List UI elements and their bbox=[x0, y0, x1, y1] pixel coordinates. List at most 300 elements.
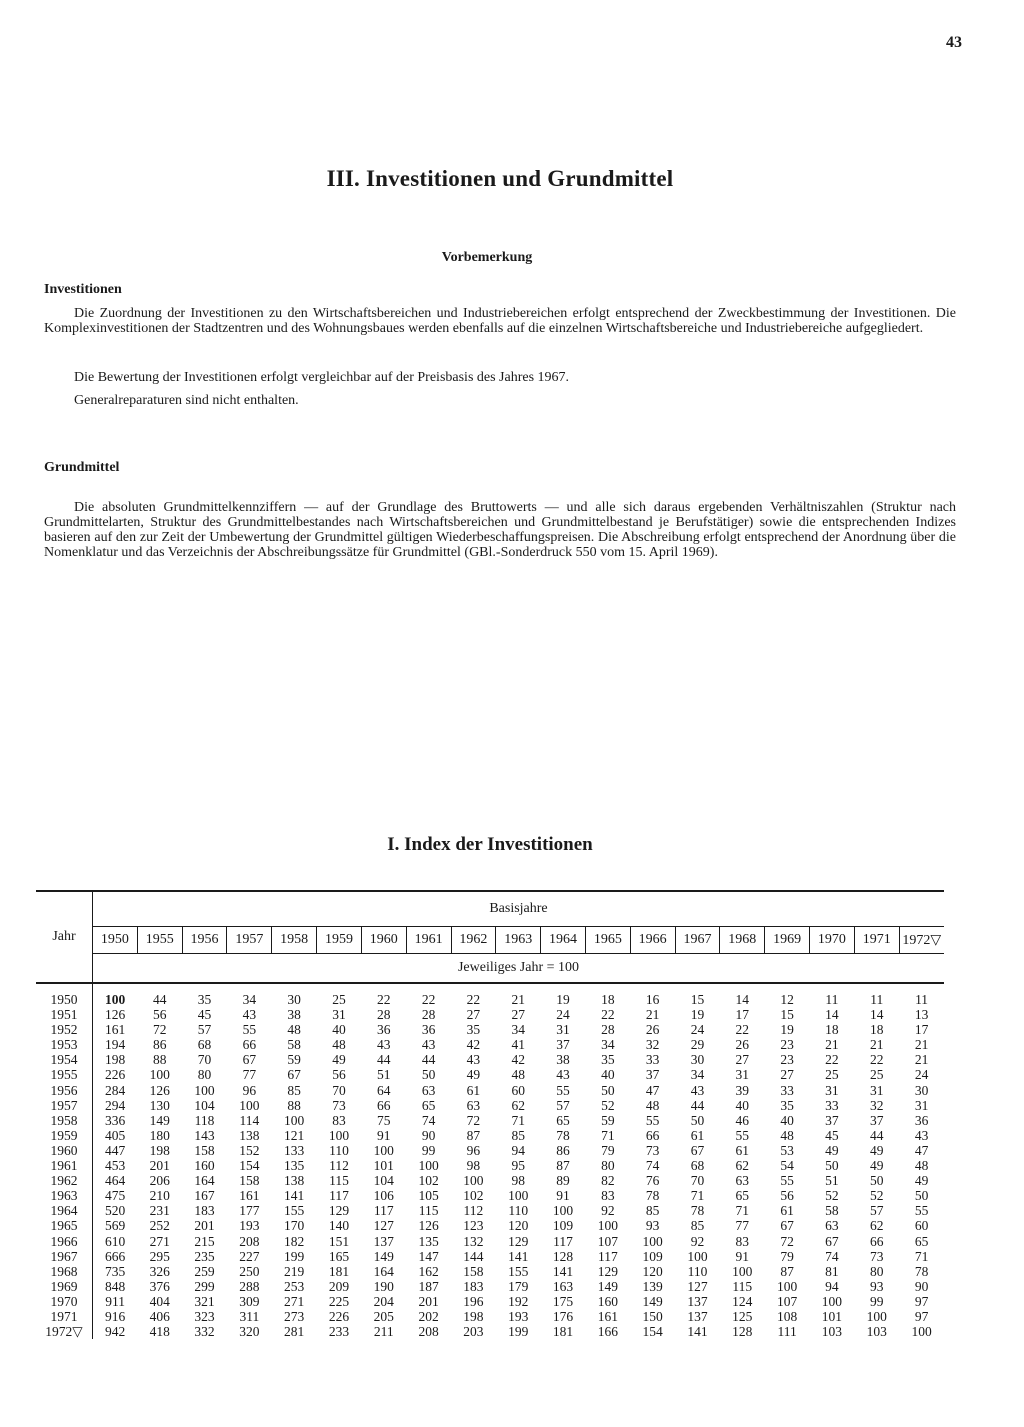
index-value-cell: 139 bbox=[642, 1278, 663, 1294]
index-value-cell: 164 bbox=[373, 1263, 394, 1279]
index-value-cell: 91 bbox=[556, 1188, 570, 1204]
index-value-cell: 271 bbox=[284, 1293, 305, 1309]
index-value-cell: 38 bbox=[556, 1052, 570, 1068]
index-value-cell: 43 bbox=[421, 1037, 436, 1053]
index-value-cell: 40 bbox=[601, 1067, 615, 1083]
index-value-cell: 610 bbox=[105, 1233, 126, 1249]
index-value-cell: 155 bbox=[508, 1263, 529, 1279]
index-value-cell: 129 bbox=[508, 1233, 529, 1249]
index-value-cell: 137 bbox=[687, 1293, 708, 1309]
index-value-cell: 104 bbox=[194, 1097, 215, 1113]
index-value-cell: 201 bbox=[418, 1293, 439, 1309]
index-value-cell: 161 bbox=[239, 1188, 260, 1204]
index-value-cell: 25 bbox=[869, 1067, 884, 1083]
index-value-cell: 101 bbox=[821, 1308, 843, 1324]
index-value-cell: 154 bbox=[239, 1158, 260, 1174]
row-year-cell: 1971 bbox=[36, 1309, 93, 1324]
base-year-column-header: 1960 bbox=[361, 927, 406, 954]
chapter-title: III. Investitionen und Grundmittel bbox=[326, 166, 674, 191]
index-value-cell: 127 bbox=[687, 1278, 708, 1294]
index-value-cell: 118 bbox=[194, 1112, 215, 1128]
index-value-cell: 58 bbox=[825, 1203, 839, 1219]
index-value-cell: 35 bbox=[780, 1097, 794, 1113]
index-value-cell: 85 bbox=[645, 1203, 660, 1219]
index-value-cell: 192 bbox=[508, 1293, 529, 1309]
index-value-cell: 96 bbox=[242, 1082, 257, 1098]
index-value-cell: 44 bbox=[869, 1127, 884, 1143]
index-value-cell: 735 bbox=[105, 1263, 126, 1279]
index-value-cell: 17 bbox=[735, 1007, 750, 1023]
base-year-column-header: 1959 bbox=[317, 927, 362, 954]
index-value-cell: 128 bbox=[732, 1324, 753, 1340]
spacer-cell bbox=[93, 983, 945, 992]
index-value-cell: 135 bbox=[284, 1158, 305, 1174]
row-year-cell: 1966 bbox=[36, 1234, 93, 1249]
index-value-cell: 56 bbox=[780, 1188, 794, 1204]
index-value-cell: 37 bbox=[556, 1037, 570, 1053]
index-value-cell: 190 bbox=[373, 1278, 394, 1294]
index-value-cell: 41 bbox=[511, 1037, 525, 1053]
index-value-cell: 78 bbox=[914, 1263, 929, 1279]
index-value-cell: 140 bbox=[328, 1218, 350, 1234]
index-value-cell: 103 bbox=[821, 1324, 843, 1340]
index-value-cell: 55 bbox=[556, 1082, 570, 1098]
index-value-cell: 152 bbox=[239, 1142, 260, 1158]
index-value-cell: 44 bbox=[421, 1052, 436, 1068]
index-value-cell: 73 bbox=[332, 1097, 346, 1113]
index-value-cell: 100 bbox=[239, 1097, 260, 1113]
index-value-cell: 42 bbox=[511, 1052, 525, 1068]
index-value-cell: 37 bbox=[825, 1112, 839, 1128]
index-value-cell: 34 bbox=[601, 1037, 615, 1053]
index-value-cell: 111 bbox=[777, 1324, 797, 1340]
table-spacer-row bbox=[36, 983, 944, 992]
index-value-cell: 102 bbox=[463, 1188, 484, 1204]
index-value-cell: 67 bbox=[287, 1067, 301, 1083]
index-value-cell: 281 bbox=[284, 1324, 305, 1340]
base-year-column-header: 1971 bbox=[854, 927, 899, 954]
row-year-cell: 1952 bbox=[36, 1022, 93, 1037]
index-value-cell: 46 bbox=[735, 1112, 750, 1128]
index-value-cell: 19 bbox=[556, 992, 570, 1007]
index-value-cell: 11 bbox=[825, 992, 839, 1007]
index-value-cell: 40 bbox=[780, 1112, 794, 1128]
index-table-body bbox=[36, 983, 944, 1339]
index-value-cell: 83 bbox=[735, 1233, 750, 1249]
index-value-cell: 72 bbox=[152, 1022, 167, 1038]
index-value-cell: 198 bbox=[105, 1052, 126, 1068]
index-value-cell: 25 bbox=[332, 992, 346, 1007]
index-value-cell: 128 bbox=[552, 1248, 574, 1264]
index-value-cell: 155 bbox=[284, 1203, 305, 1219]
table-title: I. Index der Investitionen bbox=[387, 834, 593, 855]
index-value-cell: 120 bbox=[508, 1218, 529, 1234]
index-value-cell: 12 bbox=[780, 992, 794, 1007]
index-value-cell: 164 bbox=[194, 1173, 215, 1189]
index-value-cell: 63 bbox=[825, 1218, 839, 1234]
index-value-cell: 110 bbox=[687, 1263, 708, 1279]
index-value-cell: 57 bbox=[197, 1022, 212, 1038]
index-value-cell: 48 bbox=[332, 1037, 346, 1053]
table-row bbox=[36, 1203, 944, 1218]
index-value-cell: 165 bbox=[328, 1248, 350, 1264]
index-value-cell: 71 bbox=[601, 1127, 615, 1143]
row-year-cell: 1955 bbox=[36, 1067, 93, 1082]
index-value-cell: 105 bbox=[418, 1188, 439, 1204]
index-value-cell: 170 bbox=[284, 1218, 305, 1234]
index-value-cell: 100 bbox=[552, 1203, 574, 1219]
index-value-cell: 26 bbox=[645, 1022, 660, 1038]
index-value-cell: 115 bbox=[732, 1278, 753, 1294]
index-value-cell: 14 bbox=[825, 1007, 839, 1023]
base-year-column-header: 1966 bbox=[630, 927, 675, 954]
index-value-cell: 227 bbox=[239, 1248, 260, 1264]
index-value-cell: 42 bbox=[466, 1037, 481, 1053]
section-heading-grundmittel: Grundmittel bbox=[44, 460, 120, 475]
index-value-cell: 100 bbox=[911, 1324, 932, 1340]
index-value-cell: 49 bbox=[825, 1142, 839, 1158]
index-value-cell: 52 bbox=[825, 1188, 839, 1204]
base-year-column-header: 1955 bbox=[137, 927, 182, 954]
index-value-cell: 59 bbox=[601, 1112, 615, 1128]
base-year-column-header: 1961 bbox=[406, 927, 451, 954]
index-value-cell: 28 bbox=[421, 1007, 436, 1023]
index-value-cell: 49 bbox=[332, 1052, 346, 1068]
index-value-cell: 66 bbox=[645, 1127, 660, 1143]
index-value-cell: 77 bbox=[735, 1218, 750, 1234]
table-row bbox=[36, 1143, 944, 1158]
index-value-cell: 150 bbox=[642, 1308, 663, 1324]
index-value-cell: 196 bbox=[463, 1293, 484, 1309]
index-value-cell: 149 bbox=[597, 1278, 618, 1294]
index-value-cell: 28 bbox=[601, 1022, 615, 1038]
index-value-cell: 138 bbox=[284, 1173, 305, 1189]
index-value-cell: 57 bbox=[556, 1097, 570, 1113]
base-year-column-header: 1956 bbox=[182, 927, 227, 954]
index-value-cell: 89 bbox=[556, 1173, 570, 1189]
index-value-cell: 31 bbox=[735, 1067, 750, 1083]
base-year-column-header: 1950 bbox=[93, 927, 138, 954]
index-value-cell: 94 bbox=[511, 1142, 525, 1158]
index-value-cell: 22 bbox=[421, 992, 436, 1007]
index-value-cell: 205 bbox=[373, 1308, 394, 1324]
index-value-cell: 101 bbox=[373, 1158, 394, 1174]
row-year-cell: 1969 bbox=[36, 1279, 93, 1294]
index-value-cell: 235 bbox=[194, 1248, 215, 1264]
index-value-cell: 81 bbox=[825, 1263, 839, 1279]
index-value-cell: 74 bbox=[421, 1112, 436, 1128]
index-value-cell: 36 bbox=[421, 1022, 436, 1038]
index-value-cell: 27 bbox=[780, 1067, 794, 1083]
index-value-cell: 71 bbox=[690, 1188, 705, 1204]
index-value-cell: 56 bbox=[332, 1067, 346, 1083]
index-value-cell: 231 bbox=[149, 1203, 170, 1219]
index-value-cell: 309 bbox=[239, 1293, 260, 1309]
index-value-cell: 97 bbox=[914, 1308, 929, 1324]
index-value-cell: 24 bbox=[690, 1022, 705, 1038]
index-value-cell: 53 bbox=[780, 1142, 794, 1158]
index-value-cell: 284 bbox=[105, 1082, 126, 1098]
index-value-cell: 61 bbox=[780, 1203, 794, 1219]
index-value-cell: 86 bbox=[152, 1037, 167, 1053]
row-year-cell: 1959 bbox=[36, 1128, 93, 1143]
index-value-cell: 406 bbox=[149, 1308, 170, 1324]
index-value-cell: 97 bbox=[914, 1293, 929, 1309]
index-value-cell: 33 bbox=[645, 1052, 660, 1068]
index-value-cell: 204 bbox=[373, 1293, 394, 1309]
year-column-header: Jahr bbox=[36, 891, 93, 983]
index-value-cell: 66 bbox=[242, 1037, 257, 1053]
index-value-cell: 52 bbox=[869, 1188, 884, 1204]
index-value-cell: 21 bbox=[825, 1037, 839, 1053]
index-value-cell: 115 bbox=[329, 1173, 349, 1189]
index-value-cell: 21 bbox=[869, 1037, 884, 1053]
table-row bbox=[36, 1067, 944, 1082]
index-value-cell: 99 bbox=[421, 1142, 436, 1158]
index-value-cell: 252 bbox=[149, 1218, 170, 1234]
row-year-cell: 1964 bbox=[36, 1203, 93, 1218]
index-value-cell: 23 bbox=[780, 1037, 794, 1053]
base-year-column-header: 1967 bbox=[675, 927, 720, 954]
index-value-cell: 201 bbox=[194, 1218, 215, 1234]
index-value-cell: 38 bbox=[287, 1007, 301, 1023]
index-value-cell: 143 bbox=[194, 1127, 215, 1143]
index-value-cell: 129 bbox=[597, 1263, 618, 1279]
index-value-cell: 99 bbox=[869, 1293, 884, 1309]
index-value-cell: 181 bbox=[328, 1263, 350, 1279]
index-value-cell: 103 bbox=[866, 1324, 887, 1340]
index-value-cell: 137 bbox=[373, 1233, 394, 1249]
index-value-cell: 211 bbox=[373, 1324, 394, 1340]
index-value-cell: 115 bbox=[418, 1203, 439, 1219]
index-value-cell: 29 bbox=[690, 1037, 705, 1053]
index-value-cell: 91 bbox=[377, 1127, 391, 1143]
table-row bbox=[36, 1264, 944, 1279]
index-value-cell: 141 bbox=[552, 1263, 574, 1279]
index-value-cell: 47 bbox=[645, 1082, 660, 1098]
index-value-cell: 100 bbox=[418, 1158, 439, 1174]
index-value-cell: 332 bbox=[194, 1324, 215, 1340]
index-value-cell: 163 bbox=[552, 1278, 574, 1294]
index-value-cell: 17 bbox=[914, 1022, 929, 1038]
index-value-cell: 74 bbox=[825, 1248, 839, 1264]
index-value-cell: 110 bbox=[508, 1203, 529, 1219]
index-value-cell: 569 bbox=[105, 1218, 126, 1234]
index-value-cell: 45 bbox=[197, 1007, 212, 1023]
index-value-cell: 49 bbox=[914, 1173, 929, 1189]
index-value-cell: 91 bbox=[735, 1248, 750, 1264]
index-value-cell: 208 bbox=[239, 1233, 260, 1249]
index-value-cell: 100 bbox=[687, 1248, 708, 1264]
index-value-cell: 151 bbox=[328, 1233, 350, 1249]
base-year-column-header: 1968 bbox=[720, 927, 765, 954]
base-year-column-header: 1970 bbox=[810, 927, 855, 954]
index-value-cell: 18 bbox=[869, 1022, 884, 1038]
index-value-cell: 50 bbox=[690, 1112, 705, 1128]
index-value-cell: 32 bbox=[645, 1037, 660, 1053]
row-year-cell: 1957 bbox=[36, 1098, 93, 1113]
index-value-cell: 848 bbox=[105, 1278, 126, 1294]
index-value-cell: 43 bbox=[377, 1037, 391, 1053]
index-value-cell: 160 bbox=[597, 1293, 618, 1309]
index-value-cell: 666 bbox=[105, 1248, 126, 1264]
index-value-cell: 141 bbox=[508, 1248, 529, 1264]
index-value-cell: 43 bbox=[690, 1082, 705, 1098]
table-row bbox=[36, 1279, 944, 1294]
index-value-cell: 63 bbox=[421, 1082, 436, 1098]
table-row bbox=[36, 1083, 944, 1098]
index-value-cell: 15 bbox=[780, 1007, 794, 1023]
index-value-cell: 55 bbox=[242, 1022, 257, 1038]
index-value-cell: 166 bbox=[597, 1324, 618, 1340]
index-value-cell: 65 bbox=[914, 1233, 929, 1249]
index-value-cell: 161 bbox=[597, 1308, 618, 1324]
index-value-cell: 259 bbox=[194, 1263, 215, 1279]
index-value-cell: 23 bbox=[780, 1052, 794, 1068]
row-year-cell: 1953 bbox=[36, 1037, 93, 1052]
index-value-cell: 40 bbox=[735, 1097, 750, 1113]
row-year-cell: 1972▽ bbox=[36, 1324, 93, 1339]
index-value-cell: 226 bbox=[105, 1067, 126, 1083]
index-value-cell: 82 bbox=[601, 1173, 615, 1189]
index-value-cell: 193 bbox=[239, 1218, 260, 1234]
index-value-cell: 453 bbox=[105, 1158, 126, 1174]
index-value-cell: 90 bbox=[914, 1278, 929, 1294]
index-value-cell: 77 bbox=[242, 1067, 257, 1083]
index-value-cell: 50 bbox=[825, 1158, 839, 1174]
index-value-cell: 70 bbox=[690, 1173, 705, 1189]
index-value-cell: 167 bbox=[194, 1188, 215, 1204]
index-value-cell: 48 bbox=[780, 1127, 794, 1143]
index-value-cell: 210 bbox=[149, 1188, 170, 1204]
index-value-cell: 418 bbox=[149, 1324, 170, 1340]
index-value-cell: 62 bbox=[511, 1097, 525, 1113]
index-value-cell: 67 bbox=[780, 1218, 794, 1234]
index-value-cell: 100 bbox=[776, 1278, 798, 1294]
index-value-cell: 72 bbox=[780, 1233, 794, 1249]
index-value-cell: 520 bbox=[105, 1203, 126, 1219]
row-year-cell: 1954 bbox=[36, 1052, 93, 1067]
index-value-cell: 52 bbox=[601, 1097, 615, 1113]
index-value-cell: 18 bbox=[601, 992, 615, 1007]
index-value-cell: 90 bbox=[421, 1127, 436, 1143]
index-value-cell: 376 bbox=[149, 1278, 170, 1294]
base-year-column-header: 1965 bbox=[585, 927, 630, 954]
index-value-cell: 911 bbox=[105, 1293, 126, 1309]
index-value-cell: 147 bbox=[418, 1248, 439, 1264]
index-value-cell: 109 bbox=[642, 1248, 663, 1264]
index-value-cell: 102 bbox=[418, 1173, 439, 1189]
index-value-cell: 100 bbox=[149, 1067, 170, 1083]
index-value-cell: 141 bbox=[284, 1188, 305, 1204]
index-value-cell: 183 bbox=[194, 1203, 215, 1219]
row-year-cell: 1968 bbox=[36, 1264, 93, 1279]
index-value-cell: 50 bbox=[601, 1082, 615, 1098]
index-value-cell: 321 bbox=[194, 1293, 215, 1309]
index-value-cell: 124 bbox=[732, 1293, 753, 1309]
index-value-cell: 37 bbox=[645, 1067, 660, 1083]
index-value-cell: 80 bbox=[869, 1263, 884, 1279]
preface-title: Vorbemerkung bbox=[441, 250, 533, 265]
index-value-cell: 199 bbox=[284, 1248, 305, 1264]
index-value-cell: 100 bbox=[642, 1233, 663, 1249]
base-year-header-row bbox=[36, 927, 944, 954]
table-row bbox=[36, 1294, 944, 1309]
index-value-cell: 162 bbox=[418, 1263, 439, 1279]
index-value-cell: 98 bbox=[511, 1173, 525, 1189]
index-value-cell: 22 bbox=[825, 1052, 839, 1068]
index-value-cell: 78 bbox=[556, 1127, 570, 1143]
index-value-cell: 100 bbox=[105, 992, 126, 1007]
index-value-cell: 25 bbox=[825, 1067, 839, 1083]
index-value-cell: 130 bbox=[149, 1097, 170, 1113]
index-value-cell: 201 bbox=[149, 1158, 170, 1174]
row-year-cell: 1951 bbox=[36, 1007, 93, 1022]
index-value-cell: 31 bbox=[825, 1082, 839, 1098]
index-value-cell: 68 bbox=[690, 1158, 705, 1174]
page-number: 43 bbox=[946, 34, 962, 51]
index-value-cell: 198 bbox=[149, 1142, 170, 1158]
index-value-cell: 88 bbox=[152, 1052, 167, 1068]
table-row bbox=[36, 1113, 944, 1128]
index-value-cell: 14 bbox=[735, 992, 750, 1007]
index-value-cell: 117 bbox=[329, 1188, 349, 1204]
table-row bbox=[36, 1007, 944, 1022]
index-value-cell: 311 bbox=[239, 1308, 260, 1324]
index-value-cell: 299 bbox=[194, 1278, 215, 1294]
index-value-cell: 100 bbox=[328, 1127, 350, 1143]
index-value-cell: 72 bbox=[466, 1112, 481, 1128]
index-value-cell: 71 bbox=[735, 1203, 750, 1219]
index-value-cell: 107 bbox=[776, 1293, 798, 1309]
index-value-cell: 123 bbox=[463, 1218, 484, 1234]
index-value-cell: 35 bbox=[197, 992, 212, 1007]
index-value-cell: 219 bbox=[284, 1263, 305, 1279]
index-table bbox=[36, 890, 944, 1339]
index-value-cell: 138 bbox=[239, 1127, 260, 1143]
index-value-cell: 43 bbox=[914, 1127, 929, 1143]
index-value-cell: 59 bbox=[287, 1052, 301, 1068]
index-value-cell: 215 bbox=[194, 1233, 215, 1249]
index-value-cell: 51 bbox=[377, 1067, 391, 1083]
index-value-cell: 80 bbox=[601, 1158, 615, 1174]
index-value-cell: 78 bbox=[690, 1203, 705, 1219]
index-value-cell: 34 bbox=[511, 1022, 525, 1038]
index-value-cell: 43 bbox=[466, 1052, 481, 1068]
index-value-cell: 100 bbox=[194, 1082, 215, 1098]
index-value-cell: 126 bbox=[105, 1007, 126, 1023]
index-value-cell: 85 bbox=[511, 1127, 525, 1143]
base-year-column-header: 1957 bbox=[227, 927, 272, 954]
index-value-cell: 112 bbox=[463, 1203, 484, 1219]
index-value-cell: 182 bbox=[284, 1233, 305, 1249]
index-value-cell: 71 bbox=[914, 1248, 929, 1264]
index-value-cell: 36 bbox=[377, 1022, 391, 1038]
index-value-cell: 47 bbox=[914, 1142, 929, 1158]
index-value-cell: 106 bbox=[373, 1188, 394, 1204]
row-year-cell: 1970 bbox=[36, 1294, 93, 1309]
index-value-cell: 149 bbox=[149, 1112, 170, 1128]
index-value-cell: 45 bbox=[825, 1127, 839, 1143]
index-value-cell: 65 bbox=[735, 1188, 750, 1204]
index-value-cell: 70 bbox=[332, 1082, 346, 1098]
index-value-cell: 39 bbox=[735, 1082, 750, 1098]
index-value-cell: 19 bbox=[780, 1022, 794, 1038]
index-value-cell: 21 bbox=[511, 992, 525, 1007]
index-value-cell: 208 bbox=[418, 1324, 439, 1340]
paragraph-investitionen-zuordnung: Die Zuordnung der Investitionen zu den Wirtschaftsbereichen und Industriebereichen erfolgt entsprechend der Zweckbestimmung der Investitionen. Die Komplexinvestitionen der Stadtzentren und des Wohnungsbaues werden ebenfalls auf die einzelnen Wirtschaftsbereiche und Industriebereiche aufgegliedert. bbox=[44, 306, 956, 336]
index-value-cell: 126 bbox=[149, 1082, 170, 1098]
